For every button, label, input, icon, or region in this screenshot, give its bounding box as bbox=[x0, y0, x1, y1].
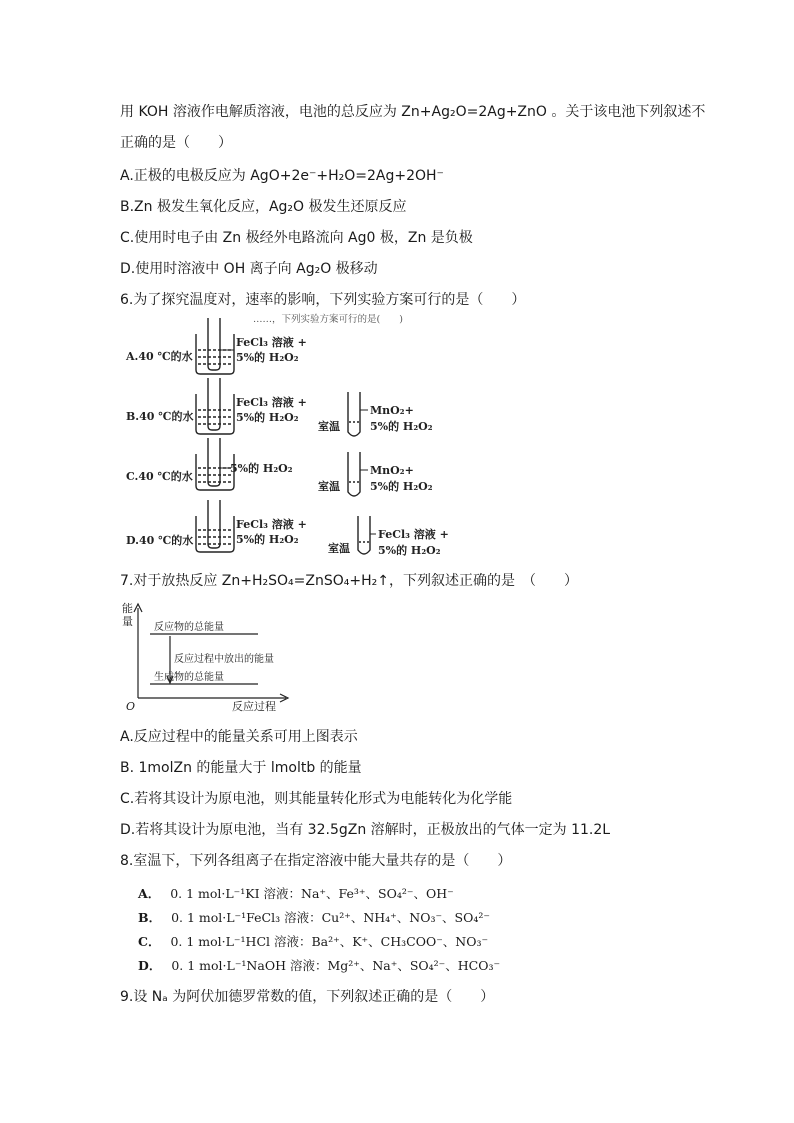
q5-option-c: C.使用时电子由 Zn 极经外电路流向 Ag0 极，Zn 是负极 bbox=[120, 230, 473, 246]
y-axis-label-2: 量 bbox=[122, 615, 133, 628]
q8-option-d bbox=[138, 956, 500, 974]
test-tube-icon bbox=[348, 452, 360, 496]
reactant-energy-label: 反应物的总能量 bbox=[154, 622, 224, 633]
q7-option-b: B. 1molZn 的能量大于 lmoltb 的能量 bbox=[120, 760, 362, 776]
q8-option-c-text: 0. 1 mol·L⁻¹HCl 溶液：Ba²⁺、K⁺、CH₃COO⁻、NO₃⁻ bbox=[170, 934, 489, 949]
q6-row-d-label: D.40 ℃的水 bbox=[126, 534, 194, 547]
q8-option-a-text: 0. 1 mol·L⁻¹KI 溶液：Na⁺、Fe³⁺、SO₄²⁻、OH⁻ bbox=[170, 886, 454, 901]
q6-row-a bbox=[125, 318, 307, 374]
origin-label: O bbox=[126, 700, 136, 712]
q6-row-b-tube-text1: MnO₂+ bbox=[370, 404, 414, 417]
test-tube-icon bbox=[358, 516, 370, 554]
q6-row-b-label: B.40 ℃的水 bbox=[126, 410, 194, 423]
q5-option-b: B.Zn 极发生氧化反应，Ag₂O 极发生还原反应 bbox=[120, 199, 407, 215]
q6-row-b-tube-text2: 5%的 H₂O₂ bbox=[370, 420, 433, 433]
q7-option-a: A.反应过程中的能量关系可用上图表示 bbox=[120, 729, 358, 745]
q6-row-c-label: C.40 ℃的水 bbox=[126, 470, 193, 483]
q6-row-d-beaker-text1: FeCl₃ 溶液 + bbox=[236, 518, 307, 531]
q7-option-d: D.若将其设计为原电池，当有 32.5gZn 溶解时，正极放出的气体一定为 11.2L bbox=[120, 822, 611, 838]
q5-stem-line2: 正确的是（ ） bbox=[120, 135, 232, 151]
q6-row-b-beaker-text1: FeCl₃ 溶液 + bbox=[236, 396, 307, 409]
q6-cut-header: ……，下列实验方案可行的是( ) bbox=[253, 314, 403, 325]
q6-row-c bbox=[126, 438, 433, 496]
q6-row-d-beaker-text2: 5%的 H₂O₂ bbox=[236, 533, 299, 546]
q6-row-a-beaker-text1: FeCl₃ 溶液 + bbox=[236, 336, 307, 349]
q7-option-c: C.若将其设计为原电池，则其能量转化形式为电能转化为化学能 bbox=[120, 791, 513, 807]
q8-option-c-letter: C． bbox=[138, 934, 161, 949]
q6-row-c-beaker-text1: 5%的 H₂O₂ bbox=[230, 462, 293, 475]
q8-option-d-letter: D． bbox=[138, 958, 162, 973]
q8-option-b-text: 0. 1 mol·L⁻¹FeCl₃ 溶液：Cu²⁺、NH₄⁺、NO₃⁻、SO₄²⁻ bbox=[171, 910, 490, 925]
beaker-icon bbox=[196, 500, 234, 552]
product-energy-label: 生成物的总能量 bbox=[154, 672, 224, 683]
q6-row-d bbox=[126, 500, 449, 557]
q9-stem: 9.设 Nₐ 为阿伏加德罗常数的值，下列叙述正确的是（ ） bbox=[120, 989, 495, 1005]
q7-stem: 7.对于放热反应 Zn+H₂SO₄=ZnSO₄+H₂↑，下列叙述正确的是 （ ） bbox=[120, 573, 578, 589]
q6-row-a-beaker-text2: 5%的 H₂O₂ bbox=[236, 351, 299, 364]
y-axis-label-1: 能 bbox=[122, 602, 133, 615]
beaker-icon bbox=[196, 438, 234, 490]
q6-row-d-tube-label: 室温 bbox=[328, 542, 350, 555]
q5-option-a: A.正极的电极反应为 AgO+2e⁻+H₂O=2Ag+2OH⁻ bbox=[120, 168, 444, 184]
q6-row-b bbox=[126, 378, 433, 436]
q6-stem: 6.为了探究温度对，速率的影响，下列实验方案可行的是（ ） bbox=[120, 292, 526, 308]
q6-row-a-label: A.40 ℃的水 bbox=[126, 350, 193, 363]
q8-option-a-letter: A． bbox=[138, 886, 161, 901]
q6-row-d-tube-text2: 5%的 H₂O₂ bbox=[378, 544, 441, 557]
q6-row-c-tube-text2: 5%的 H₂O₂ bbox=[370, 480, 433, 493]
q5-option-d: D.使用时溶液中 OH 离子向 Ag₂O 极移动 bbox=[120, 261, 378, 277]
beaker-icon bbox=[196, 318, 234, 374]
q8-option-d-text: 0. 1 mol·L⁻¹NaOH 溶液：Mg²⁺、Na⁺、SO₄²⁻、HCO₃⁻ bbox=[171, 958, 501, 973]
q8-option-b-letter: B． bbox=[138, 910, 162, 925]
q8-option-a bbox=[138, 884, 454, 902]
q6-apparatus-figure bbox=[118, 312, 478, 560]
q8-option-b bbox=[138, 908, 490, 926]
beaker-icon bbox=[196, 378, 234, 434]
q7-energy-diagram bbox=[118, 600, 298, 712]
q5-stem-line1: 用 KOH 溶液作电解质溶液，电池的总反应为 Zn+Ag₂O=2Ag+ZnO 。关于该电池下列叙述不 bbox=[120, 104, 706, 120]
test-tube-icon bbox=[348, 392, 360, 436]
q6-row-b-beaker-text2: 5%的 H₂O₂ bbox=[236, 411, 299, 424]
q6-row-c-tube-label: 室温 bbox=[318, 480, 340, 493]
q6-row-b-tube-label: 室温 bbox=[318, 420, 340, 433]
q6-row-d-tube-text1: FeCl₃ 溶液 + bbox=[378, 528, 449, 541]
q6-row-c-tube-text1: MnO₂+ bbox=[370, 464, 414, 477]
q8-stem: 8.室温下，下列各组离子在指定溶液中能大量共存的是（ ） bbox=[120, 853, 512, 869]
x-axis-label: 反应过程 bbox=[232, 700, 276, 712]
q8-option-c bbox=[138, 932, 488, 950]
released-energy-label: 反应过程中放出的能量 bbox=[174, 654, 274, 665]
